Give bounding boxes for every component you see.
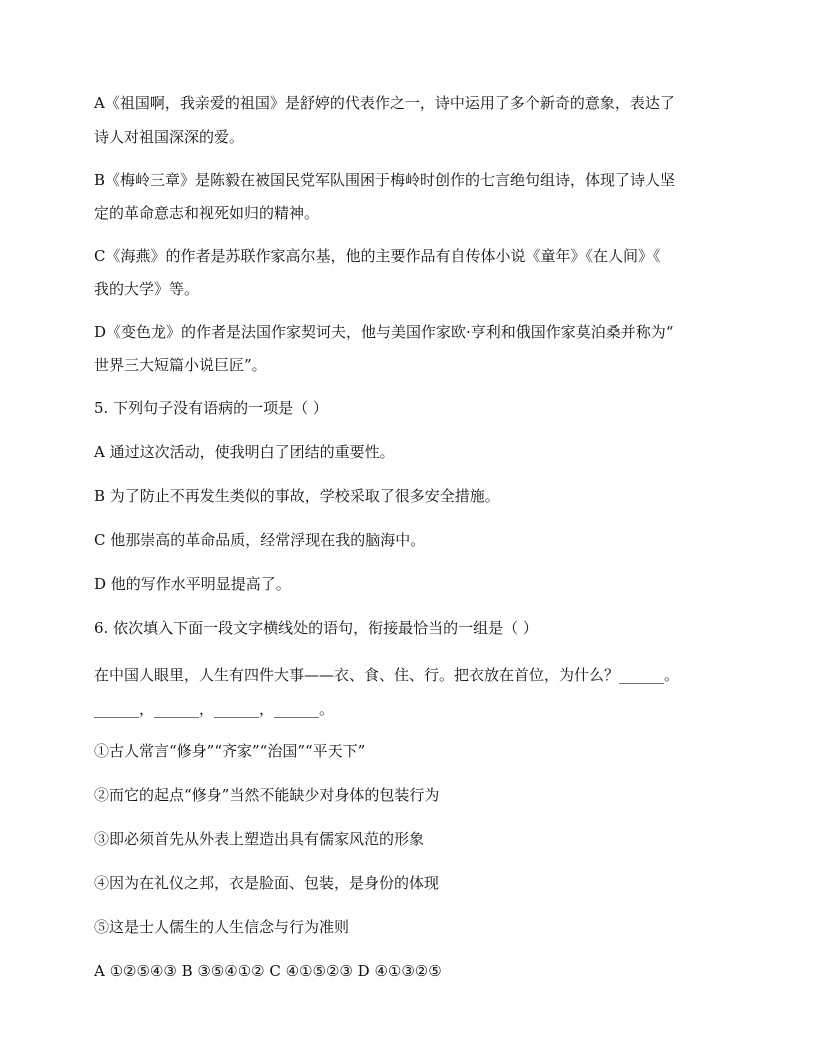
question-6-sentence-1: ①古人常言“修身”“齐家”“治国”“平天下” (94, 742, 366, 760)
question-6-options: A ①②⑤④③ B ③⑤④①② C ④①⑤②③ D ④①③②⑤ (94, 962, 442, 980)
option-d-line-1: D《变色龙》的作者是法国作家契诃夫，他与美国作家欧·亨利和俄国作家莫泊桑并称为“ (94, 323, 674, 341)
question-5-option-a: A 通过这次活动，使我明白了团结的重要性。 (94, 443, 395, 461)
option-a-line-1: A《祖国啊，我亲爱的祖国》是舒婷的代表作之一，诗中运用了多个新奇的意象，表达了 (94, 94, 675, 112)
option-c-line-1: C《海燕》的作者是苏联作家高尔基，他的主要作品有自传体小说《童年》《在人间》《 (94, 247, 661, 265)
question-5-option-b: B 为了防止不再发生类似的事故，学校采取了很多安全措施。 (94, 487, 500, 505)
question-6-sentence-4: ④因为在礼仪之邦，衣是脸面、包装，是身份的体现 (94, 874, 440, 892)
option-d-line-2: 世界三大短篇小说巨匠”。 (94, 356, 267, 374)
option-c-line-2: 我的大学》等。 (94, 280, 200, 298)
question-6-sentence-3: ③即必须首先从外表上塑造出具有儒家风范的形象 (94, 830, 425, 848)
option-b-line-1: B《梅岭三章》是陈毅在被国民党军队围困于梅岭时创作的七言绝句组诗，体现了诗人坚 (94, 171, 676, 189)
option-a-line-2: 诗人对祖国深深的爱。 (94, 128, 245, 146)
question-6-sentence-5: ⑤这是士人儒生的人生信念与行为准则 (94, 918, 350, 936)
question-6-passage-line-2: ______，______，______，______。 (94, 700, 335, 718)
question-5-option-c: C 他那崇高的革命品质，经常浮现在我的脑海中。 (94, 531, 426, 549)
question-6-stem: 6. 依次填入下面一段文字横线处的语句，衔接最恰当的一组是（ ） (94, 619, 538, 637)
question-6-sentence-2: ②而它的起点“修身”当然不能缺少对身体的包装行为 (94, 786, 440, 804)
option-b-line-2: 定的革命意志和视死如归的精神。 (94, 204, 320, 222)
question-5-option-d: D 他的写作水平明显提高了。 (94, 575, 291, 593)
question-6-passage-line-1: 在中国人眼里，人生有四件大事——衣、食、住、行。把衣放在首位，为什么？______。 (94, 666, 680, 684)
question-5-stem: 5. 下列句子没有语病的一项是（ ） (94, 399, 328, 417)
